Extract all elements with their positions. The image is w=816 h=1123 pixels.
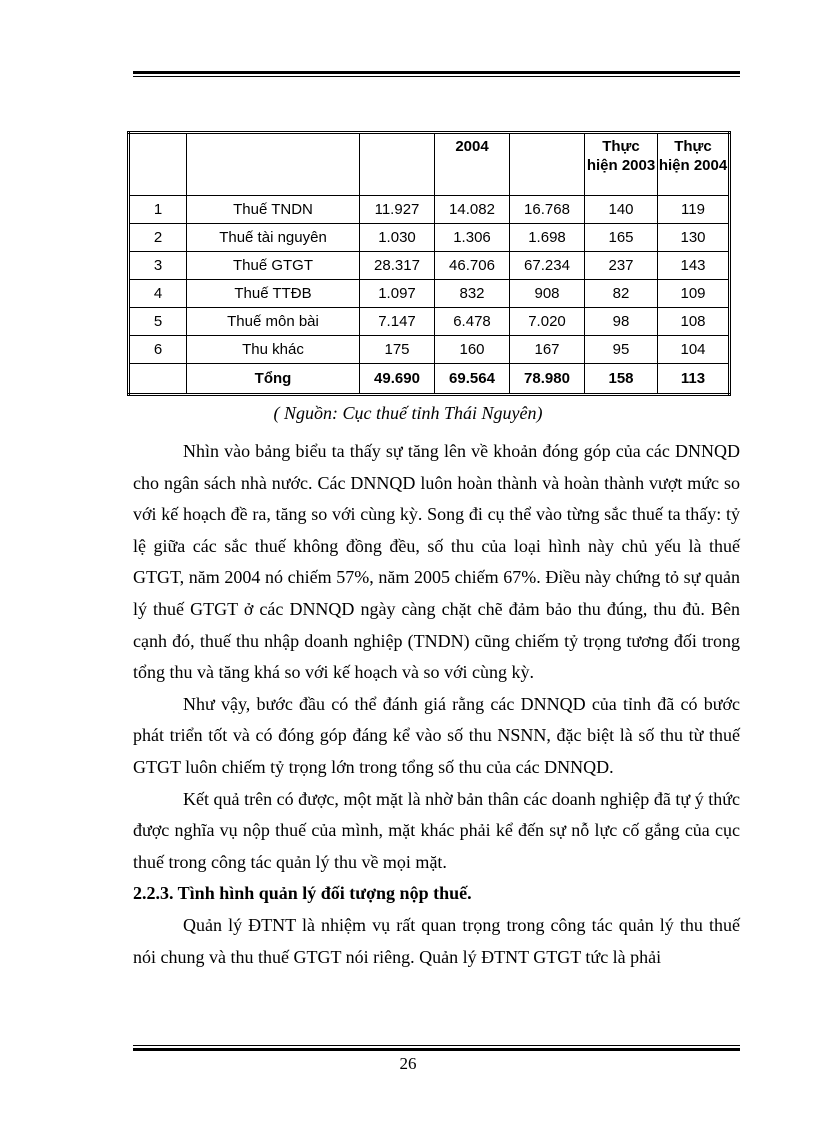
value-cell: 104 <box>658 336 730 364</box>
tax-name: Thuế TTĐB <box>187 280 360 308</box>
row-index: 3 <box>129 252 187 280</box>
value-cell: 95 <box>585 336 658 364</box>
total-index <box>129 364 187 395</box>
table-row <box>129 336 730 364</box>
paragraph: Quản lý ĐTNT là nhiệm vụ rất quan trọng trong công tác quản lý thu thuế nói chung và thu thuế GTGT nói riêng. Quản lý ĐTNT GTGT tức là phải <box>133 914 740 967</box>
total-value: 49.690 <box>360 364 435 395</box>
total-value: 158 <box>585 364 658 395</box>
body-text <box>133 436 740 973</box>
total-label: Tổng <box>187 364 360 395</box>
total-value: 78.980 <box>510 364 585 395</box>
value-cell: 165 <box>585 224 658 252</box>
value-cell: 1.698 <box>510 224 585 252</box>
header-cell-2004: 2004 <box>435 133 510 196</box>
table-row <box>129 280 730 308</box>
value-cell: 7.020 <box>510 308 585 336</box>
row-index: 6 <box>129 336 187 364</box>
header-cell <box>510 133 585 196</box>
value-cell: 1.097 <box>360 280 435 308</box>
tax-name: Thuế GTGT <box>187 252 360 280</box>
value-cell: 1.030 <box>360 224 435 252</box>
tax-name: Thu khác <box>187 336 360 364</box>
paragraph: Nhìn vào bảng biểu ta thấy sự tăng lên về khoản đóng góp của các DNNQD cho ngân sách nhà nước. Các DNNQD luôn hoàn thành và hoàn thành vượt mức so với kế hoạch đề ra, tăng so với cùng kỳ. Song đi cụ thể vào từng sắc thuế ta thấy: tỷ lệ giữa các sắc thuế không đồng đều, số thu của loại hình này chủ yếu là thuế GTGT, năm 2004 nó chiếm 57%, năm 2005 chiếm 67%. Điều này chứng tỏ sự quản lý thuế GTGT ở các DNNQD ngày càng chặt chẽ đảm bảo thu đúng, thu đủ. Bên cạnh đó, thuế thu nhập doanh nghiệp (TNDN) cũng chiếm tỷ trọng tương đối trong tổng thu và tăng khá so với kế hoạch và so với cùng kỳ. <box>133 441 740 683</box>
table-total-row <box>129 364 730 395</box>
value-cell: 908 <box>510 280 585 308</box>
header-cell-thuc-hien-2004: Thực hiện 2004 <box>658 133 730 196</box>
value-cell: 67.234 <box>510 252 585 280</box>
header-cell-thuc-hien-2003: Thực hiện 2003 <box>585 133 658 196</box>
value-cell: 119 <box>658 196 730 224</box>
value-cell: 98 <box>585 308 658 336</box>
total-value: 69.564 <box>435 364 510 395</box>
value-cell: 140 <box>585 196 658 224</box>
value-cell: 16.768 <box>510 196 585 224</box>
value-cell: 28.317 <box>360 252 435 280</box>
header-cell <box>360 133 435 196</box>
tax-name: Thuế tài nguyên <box>187 224 360 252</box>
value-cell: 109 <box>658 280 730 308</box>
table-source-caption: ( Nguồn: Cục thuế tỉnh Thái Nguyên) <box>273 403 543 423</box>
value-cell: 7.147 <box>360 308 435 336</box>
value-cell: 237 <box>585 252 658 280</box>
header-rule <box>133 71 740 77</box>
table-row <box>129 224 730 252</box>
value-cell: 160 <box>435 336 510 364</box>
paragraph: Như vậy, bước đầu có thể đánh giá rằng các DNNQD của tỉnh đã có bước phát triển tốt và có đóng góp đáng kể vào số thu NSNN, đặc biệt là số thu từ thuế GTGT luôn chiếm tỷ trọng lớn trong tổng số thu của các DNNQD. <box>133 693 740 777</box>
page-number: 26 <box>399 1054 417 1073</box>
value-cell: 6.478 <box>435 308 510 336</box>
value-cell: 82 <box>585 280 658 308</box>
table-row <box>129 252 730 280</box>
paragraph: Kết quả trên có được, một mặt là nhờ bản thân các doanh nghiệp đã tự ý thức được nghĩa vụ nộp thuế của mình, mặt khác phải kể đến sự nỗ lực cố gắng của cục thuế trong công tác quản lý thu về mọi mặt. <box>133 788 740 872</box>
table-row <box>129 196 730 224</box>
table-header-row <box>129 133 730 196</box>
value-cell: 143 <box>658 252 730 280</box>
total-value: 113 <box>658 364 730 395</box>
row-index: 4 <box>129 280 187 308</box>
tax-revenue-table <box>127 131 731 396</box>
header-cell <box>129 133 187 196</box>
value-cell: 832 <box>435 280 510 308</box>
section-heading: 2.2.3. Tình hình quản lý đối tượng nộp thuế. <box>133 883 472 904</box>
row-index: 1 <box>129 196 187 224</box>
value-cell: 108 <box>658 308 730 336</box>
value-cell: 175 <box>360 336 435 364</box>
value-cell: 11.927 <box>360 196 435 224</box>
tax-name: Thuế môn bài <box>187 308 360 336</box>
value-cell: 1.306 <box>435 224 510 252</box>
value-cell: 46.706 <box>435 252 510 280</box>
table-row <box>129 308 730 336</box>
footer-rule <box>133 1045 740 1051</box>
row-index: 2 <box>129 224 187 252</box>
value-cell: 14.082 <box>435 196 510 224</box>
value-cell: 130 <box>658 224 730 252</box>
value-cell: 167 <box>510 336 585 364</box>
header-cell <box>187 133 360 196</box>
row-index: 5 <box>129 308 187 336</box>
tax-name: Thuế TNDN <box>187 196 360 224</box>
